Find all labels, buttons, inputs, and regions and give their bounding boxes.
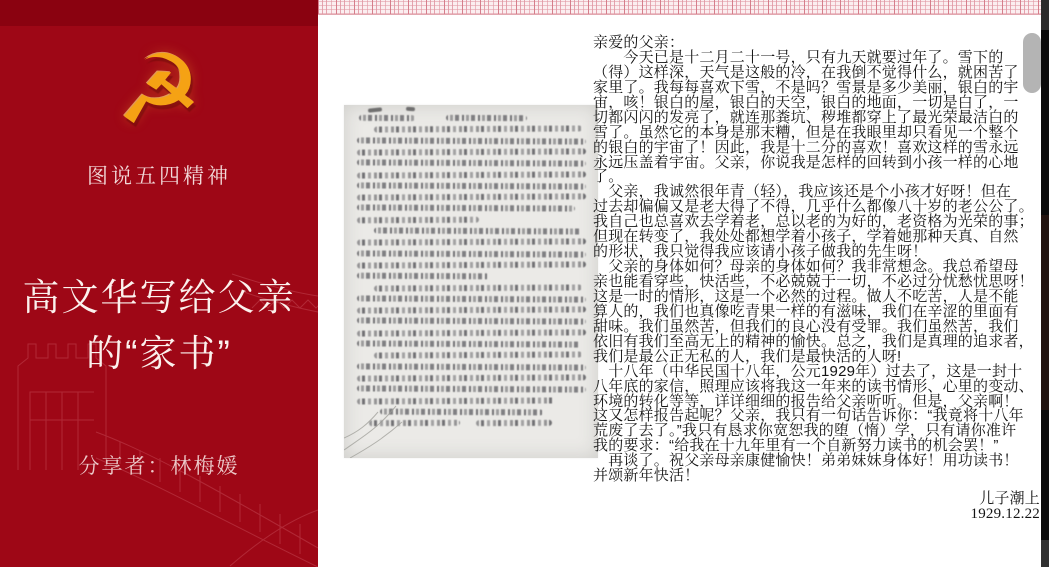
signature-block	[593, 492, 1040, 522]
transcript-line: 这是一时的情形，这是一个必然的过程。做人不吃苦，人是不能	[593, 287, 1019, 305]
handwriting-line	[357, 318, 586, 325]
transcript-line: 算人的，我们也真像吃青果一样的有滋味，我们在辛涩的里面有	[593, 302, 1019, 320]
handwriting-line	[357, 340, 581, 347]
transcript-line: 并颂新年快活！	[593, 467, 700, 485]
handwriting-line	[357, 295, 586, 302]
panel-top-bar	[0, 0, 318, 26]
handwriting-line	[374, 284, 582, 291]
presenter-label: 分享者：林梅媛	[78, 455, 240, 478]
program-title: 图说五四精神	[87, 165, 231, 188]
transcript-line: 我们是最公正无私的人，我们是最快活的人呀!	[593, 347, 902, 365]
transcript-line: 亲也能看穿些，快活些，不必兢兢于一切，不必过分忧愁忧思呀！	[593, 273, 1034, 290]
handwriting-line	[357, 250, 586, 257]
transcript-line: 永远压盖着宇宙。父亲，你说我是怎样的回转到小孩一样的心地	[593, 153, 1019, 171]
transcript-line: 这又怎样报告起呢？父亲，我只有一句话告诉你：“我竟将十八年	[593, 407, 1024, 425]
slide-title-line2: 的“家书”	[86, 332, 232, 374]
handwriting-line	[359, 115, 415, 121]
handwriting-line	[357, 137, 586, 144]
signature-date: 1929.12.22	[970, 506, 1040, 523]
handwriting-line	[357, 216, 479, 223]
transcript-line: 雪了。虽然它的本身是那末糟，但是在我眼里却只看见一个整个	[593, 123, 1019, 141]
transcript-line: 八年底的家信，照理应该将我这一年来的读书情形、心里的变动、	[593, 377, 1034, 395]
slide-title-line1: 高文华写给父亲	[22, 277, 296, 318]
transcript-line: 了。	[593, 168, 624, 186]
handwriting-line	[357, 171, 586, 178]
handwriting-line	[357, 160, 586, 167]
transcript-line: 环境的转化等等，详详细细的报告给父亲听听。但是，父亲啊！	[593, 392, 1019, 410]
handwriting-line	[357, 374, 586, 381]
handwriting-line	[357, 306, 586, 313]
handwriting-line	[374, 126, 582, 133]
transcript-line: 的形状，我只觉得我应该请小孩子做我的先生呀！	[593, 243, 928, 261]
transcript-line: 甜味。我们虽然苦，但我们的良心没有受罪。我们虽然苦，我们	[593, 317, 1019, 335]
handwriting-line	[374, 352, 582, 359]
handwriting-line	[476, 420, 552, 426]
letter-scan-image	[344, 105, 598, 458]
transcript-line: 十八年（中华民国十八年，公元1929年）过去了，这是一封十	[593, 362, 1023, 380]
greek-key-border	[318, 0, 1041, 15]
handwriting-line	[357, 182, 586, 189]
handwriting-line	[357, 329, 586, 336]
transcript-line: 切都闪闪的发亮了，就连那粪坑、秽堆都穿上了最光荣最洁白的	[593, 108, 1019, 126]
handwriting-line	[446, 115, 527, 121]
transcript-line: 但现在转变了，我处处都想学着小孩子，学着她那种天真、自然	[593, 228, 1019, 246]
pencil-sketch	[344, 388, 434, 458]
slide-title	[0, 270, 318, 381]
signature-name: 儿子潮上	[979, 490, 1040, 508]
transcript-line: 今天已是十二月二十一号，只有九天就要过年了。雪下的	[593, 48, 1004, 66]
transcript-line: 家里了。我每每喜欢下雪，不是吗？雪景是多少美丽，银白的宇	[593, 78, 1019, 96]
transcript-line: 宙，咳！银白的屋，银白的天空，银白的地面，一切是白了，一	[593, 93, 1019, 111]
transcript-line: 我的要求：“给我在十九年里有一个自新努力读书的机会罢！”	[593, 437, 999, 455]
handwriting-line	[357, 261, 586, 268]
transcript-line: 荒废了去了。”我只有恳求你宽恕我的堕（惰）学，只有请你准许	[593, 422, 1017, 440]
transcript-line: 父亲的身体如何？母亲的身体如何？我非常想念。我总希望母	[593, 258, 1019, 276]
handwriting-line	[374, 227, 582, 234]
transcript-lines	[593, 36, 1040, 484]
window-edge-strip	[1041, 0, 1049, 567]
letter-transcript	[593, 36, 1040, 522]
transcript-line: 过去却偏偏又是老大得了不得，几乎什么都像八十岁的老公公了。	[593, 198, 1034, 216]
party-emblem-icon: ☭	[115, 34, 203, 146]
handwriting-line	[357, 148, 586, 155]
handwriting-line	[357, 239, 586, 246]
transcript-line: 再谈了。祝父亲母亲康健愉快！弟弟妹妹身体好！用功读书！	[593, 452, 1019, 470]
handwriting-line	[357, 273, 489, 280]
transcript-line: 亲爱的父亲：	[593, 34, 685, 51]
handwriting-line	[357, 193, 586, 200]
transcript-line: 依旧有我们至高无上的精神的愉快。总之，我们是真理的追求者，	[593, 332, 1034, 350]
transcript-line: （得）这样深，天气是这般的冷，在我倒不觉得什么，就困苦了	[593, 63, 1019, 81]
slide-left-panel	[0, 0, 318, 567]
transcript-line: 的银白的宇宙了！因此，我是十二分的喜欢！喜欢这样的雪永远	[593, 138, 1019, 156]
transcript-line: 父亲，我诚然很年青（轻），我应该还是个小孩才好呀！但在	[593, 183, 1012, 201]
handwriting-line	[357, 205, 575, 212]
transcript-line: 我自己也总喜欢去学着老，总以老的为好的，老资格为光荣的事；	[593, 213, 1034, 231]
scrollbar-thumb[interactable]	[1023, 33, 1041, 93]
handwriting-line	[357, 363, 586, 370]
